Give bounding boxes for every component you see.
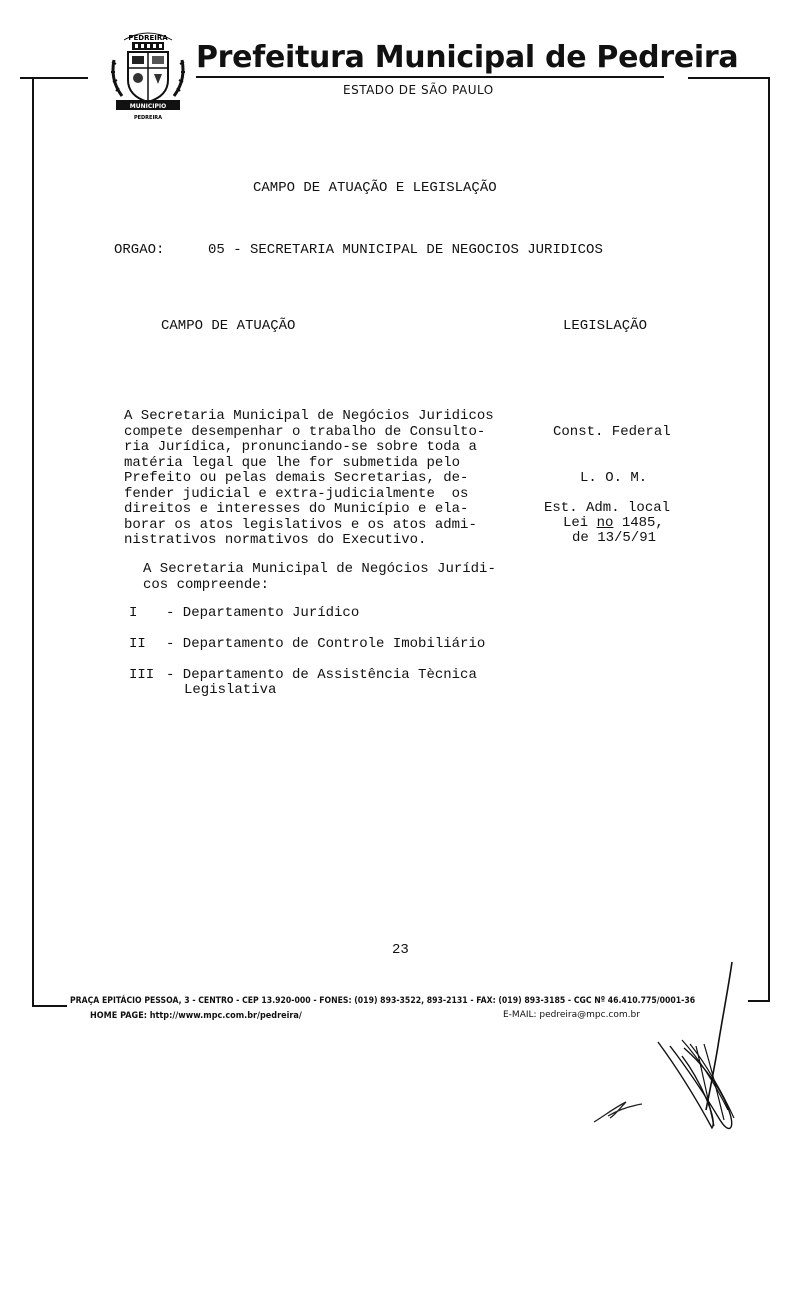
department-numeral: I <box>129 605 138 621</box>
lei-number: 1485, <box>613 515 664 531</box>
letterhead-underline <box>196 76 664 78</box>
crest-bottom-text: PEDREIRA <box>133 115 163 121</box>
crest-banner-text: MUNICIPIO <box>129 103 167 110</box>
legislation-lom: L. O. M. <box>580 470 648 486</box>
department-name: - Departamento de Controle Imobiliário <box>166 636 486 652</box>
page-number: 23 <box>392 942 409 958</box>
legislation-const-federal: Const. Federal <box>553 424 671 440</box>
department-numeral: III <box>129 667 155 683</box>
initials-scribble <box>590 1088 650 1128</box>
department-name-continuation: Legislativa <box>184 682 277 698</box>
orgao-label: ORGAO: <box>114 242 165 258</box>
paragraph-compreende <box>143 562 496 593</box>
frame-bottom-left <box>32 1005 67 1007</box>
paragraph-line: compete desempenhar o trabalho de Consulto- <box>124 423 486 440</box>
lei-no: no <box>596 515 614 531</box>
legislation-lei-date: de 13/5/91 <box>572 530 657 546</box>
municipal-crest-logo <box>110 30 186 122</box>
paragraph-line: A Secretaria Municipal de Negócios Jurídi- <box>143 561 496 577</box>
column-header-campo: CAMPO DE ATUAÇÃO <box>161 318 296 334</box>
paragraph-line: borar os atos legislativos e os atos admi- <box>124 516 477 533</box>
paragraph-line: ria Jurídica, pronunciando-se sobre toda a <box>124 439 477 455</box>
footer-address: PRAÇA EPITÁCIO PESSOA, 3 - CENTRO - CEP 13.920-000 - FONES: (019) 893-3522, 893-2131 - FAX: (019) 893-3185 - CGC Nº 46.410.775/0001-36 <box>70 996 696 1006</box>
lei-prefix: Lei <box>563 515 597 531</box>
paragraph-line: direitos e interesses do Município e ela- <box>124 501 469 517</box>
frame-right <box>768 77 770 1002</box>
frame-top-right <box>688 77 770 79</box>
paragraph-line: cos compreende: <box>143 576 270 593</box>
department-numeral: II <box>129 636 146 652</box>
department-name: - Departamento de Assistência Tècnica <box>166 667 477 683</box>
paragraph-campo-atuacao <box>124 409 494 549</box>
paragraph-line: matéria legal que lhe for submetida pelo <box>124 454 461 471</box>
crest-top-text: PEDREIRA <box>128 34 168 42</box>
footer-homepage: HOME PAGE: http://www.mpc.com.br/pedreira/ <box>90 1011 302 1021</box>
legislation-est-adm: Est. Adm. local <box>544 500 671 516</box>
column-header-legislacao: LEGISLAÇÃO <box>563 318 648 334</box>
letterhead-title: Prefeitura Municipal de Pedreira <box>196 40 739 75</box>
letterhead-subtitle: ESTADO DE SÃO PAULO <box>343 83 494 97</box>
frame-left <box>32 77 34 1007</box>
paragraph-line: nistrativos normativos do Executivo. <box>124 532 427 548</box>
department-name: - Departamento Jurídico <box>166 605 360 621</box>
frame-bottom-right <box>748 1000 769 1002</box>
orgao-value: 05 - SECRETARIA MUNICIPAL DE NEGOCIOS JURIDICOS <box>208 242 603 258</box>
paragraph-line: Prefeito ou pelas demais Secretarias, de- <box>124 470 469 486</box>
paragraph-line: fender judicial e extra-judicialmente os <box>124 485 469 502</box>
footer-email: E-MAIL: pedreira@mpc.com.br <box>503 1010 640 1020</box>
paragraph-line: A Secretaria Municipal de Negócios Juridicos <box>124 408 494 424</box>
frame-top-left <box>20 77 88 79</box>
document-heading: CAMPO DE ATUAÇÃO E LEGISLAÇÃO <box>253 180 497 196</box>
